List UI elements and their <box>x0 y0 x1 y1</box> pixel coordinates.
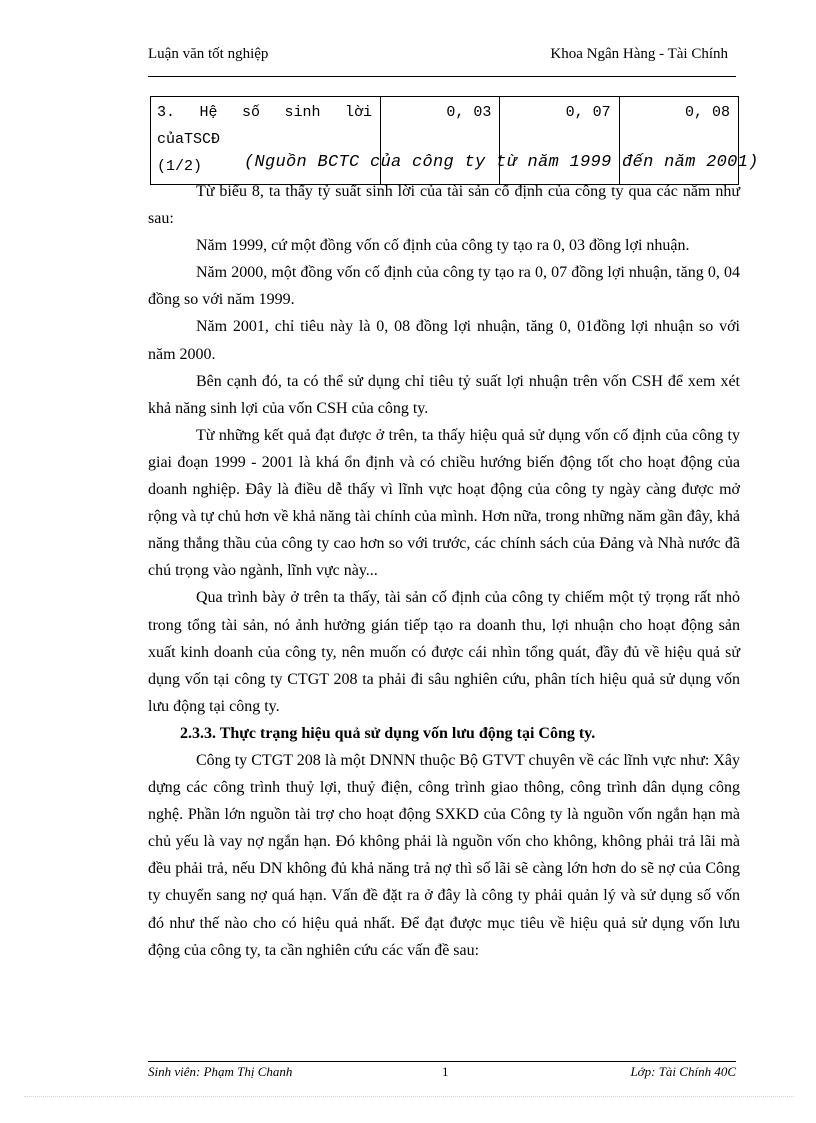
paragraph: Năm 2001, chỉ tiêu này là 0, 08 đồng lợi nhuận, tăng 0, 01đồng lợi nhuận so với năm 2000. <box>148 318 740 363</box>
header-faculty-label: Khoa Ngân Hàng - Tài Chính <box>550 46 728 62</box>
page-header <box>148 46 732 70</box>
header-divider <box>148 76 736 77</box>
section-heading: 2.3.3. Thực trạng hiệu quả sử dụng vốn lưu động tại Công ty. <box>180 724 596 742</box>
table-cell-2000: 0, 07 <box>500 97 619 185</box>
header-thesis-label: Luận văn tốt nghiệp <box>148 46 269 62</box>
table-row-label-line1: 3. Hệ số sinh lời củaTSCĐ <box>157 104 372 148</box>
paragraph: Từ biểu 8, ta thấy tỷ suất sinh lời của tài sản cố định của công ty qua các năm như sau: <box>148 183 740 228</box>
table-cell-1999: 0, 03 <box>381 97 500 185</box>
table-source-note: (Nguồn BCTC của công ty từ năm 1999 đến năm 2001) <box>244 153 759 172</box>
page-bottom-border <box>24 1096 794 1097</box>
paragraph: Qua trình bày ở trên ta thấy, tài sản cố định của công ty chiếm một tỷ trọng rất nhỏ trong tổng tài sản, nó ảnh hưởng gián tiếp tạo ra doanh thu, lợi nhuận cho hoạt động sản xuất kinh doanh của công ty, nên muốn có được cái nhìn tổng quát, đầy đủ về hiệu quả sử dụng vốn tại công ty CTGT 208 ta phải đi sâu nghiên cứu, phân tích hiệu quả sử dụng vốn lưu động tại công ty. <box>148 589 740 715</box>
body-text <box>148 178 740 964</box>
table-cell-2001: 0, 08 <box>619 97 738 185</box>
footer-student-name: Sinh viên: Phạm Thị Chanh <box>148 1064 293 1079</box>
paragraph: Năm 2000, một đồng vốn cố định của công ty tạo ra 0, 07 đồng lợi nhuận, tăng 0, 04 đồng so với năm 1999. <box>148 264 740 309</box>
paragraph: Bên cạnh đó, ta có thể sử dụng chỉ tiêu tỷ suất lợi nhuận trên vốn CSH để xem xét khả năng sinh lợi của vốn CSH của công ty. <box>148 372 740 417</box>
paragraph: Công ty CTGT 208 là một DNNN thuộc Bộ GTVT chuyên về các lĩnh vực như: Xây dựng các công trình thuỷ lợi, thuỷ điện, công trình giao thông, công trình dân dụng công nghệ. Phần lớn nguồn tài trợ cho hoạt động SXKD của Công ty là nguồn vốn ngắn hạn mà chủ yếu là vay nợ ngắn hạn. Đó không phải là nguồn vốn cho không, không phải trả lãi mà đều phải trả, nếu DN không đủ khả năng trả nợ thì số lãi sẽ càng lớn hơn do sẽ nợ của Công ty chuyển sang nợ quá hạn. Vấn đề đặt ra ở đây là công ty phải quản lý và sử dụng số vốn đó như thế nào cho có hiệu quả nhất. Để đạt được mục tiêu về hiệu quả sử dụng vốn lưu động của công ty, ta cần nghiên cứu các vấn đề sau: <box>148 751 740 959</box>
paragraph: Năm 1999, cứ một đồng vốn cố định của công ty tạo ra 0, 03 đồng lợi nhuận. <box>196 237 690 255</box>
table-row-label-line2: (1/2) <box>157 158 203 175</box>
page-number: 1 <box>442 1064 449 1079</box>
footer-divider <box>148 1061 736 1062</box>
footer-class-name: Lớp: Tài Chính 40C <box>630 1064 736 1079</box>
paragraph: Từ những kết quả đạt được ở trên, ta thấy hiệu quả sử dụng vốn cố định của công ty giai đoạn 1999 - 2001 là khá ổn định và có chiều hướng biến động tốt cho hoạt động của doanh nghiệp. Đây là điều dễ thấy vì lĩnh vực hoạt động của công ty ngày càng được mở rộng và tự chủ hơn về khả năng tài chính của mình. Hơn nữa, trong những năm gần đây, khả năng thắng thầu của công ty cao hơn so với trước, các chính sách của Đảng và Nhà nước đã chú trọng vào ngành, lĩnh vực này... <box>148 426 740 580</box>
